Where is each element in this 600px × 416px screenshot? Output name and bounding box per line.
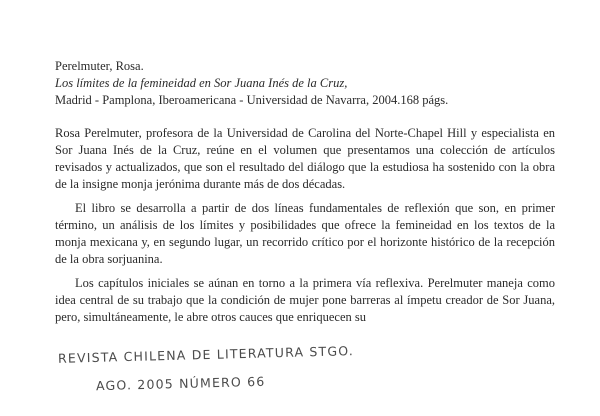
paragraph-3: Los capítulos iniciales se aúnan en torno a la primera vía reflexiva. Perelmuter maneja como idea central de su trabajo que la condición de mujer pone barreras al ímpetu creador de Sor Juana, pero, simultáneamente, le abre otros cauces que enriquecen su <box>55 276 555 324</box>
bibliographic-header <box>55 58 575 109</box>
handwritten-note-line-2: AGO. 2005 NÚMERO 66 <box>95 373 266 394</box>
review-body <box>55 125 555 333</box>
book-title: Los límites de la femineidad en Sor Juana Inés de la Cruz, <box>55 76 348 90</box>
paragraph-2: El libro se desarrolla a partir de dos líneas fundamentales de reflexión que son, en primer término, un análisis de los límites y posibilidades que ofrece la femineidad en los textos de la monja mexicana y, en segundo lugar, un recorrido crítico por el horizonte histórico de la recepción de la obra sorjuanina. <box>55 201 555 266</box>
handwritten-note-line-1: REVISTA CHILENA DE LITERATURA STGO. <box>57 343 355 366</box>
book-author: Perelmuter, Rosa. <box>55 59 144 73</box>
publication-info: Madrid - Pamplona, Iberoamericana - Universidad de Navarra, 2004.168 págs. <box>55 93 449 107</box>
paragraph-1: Rosa Perelmuter, profesora de la Universidad de Carolina del Norte-Chapel Hill y especialista en Sor Juana Inés de la Cruz, reúne en el volumen que presentamos una colección de artículos revisados y actualizados, que son el resultado del diálogo que la estudiosa ha sostenido con la obra de la insigne monja jerónima durante más de dos décadas. <box>55 126 555 191</box>
